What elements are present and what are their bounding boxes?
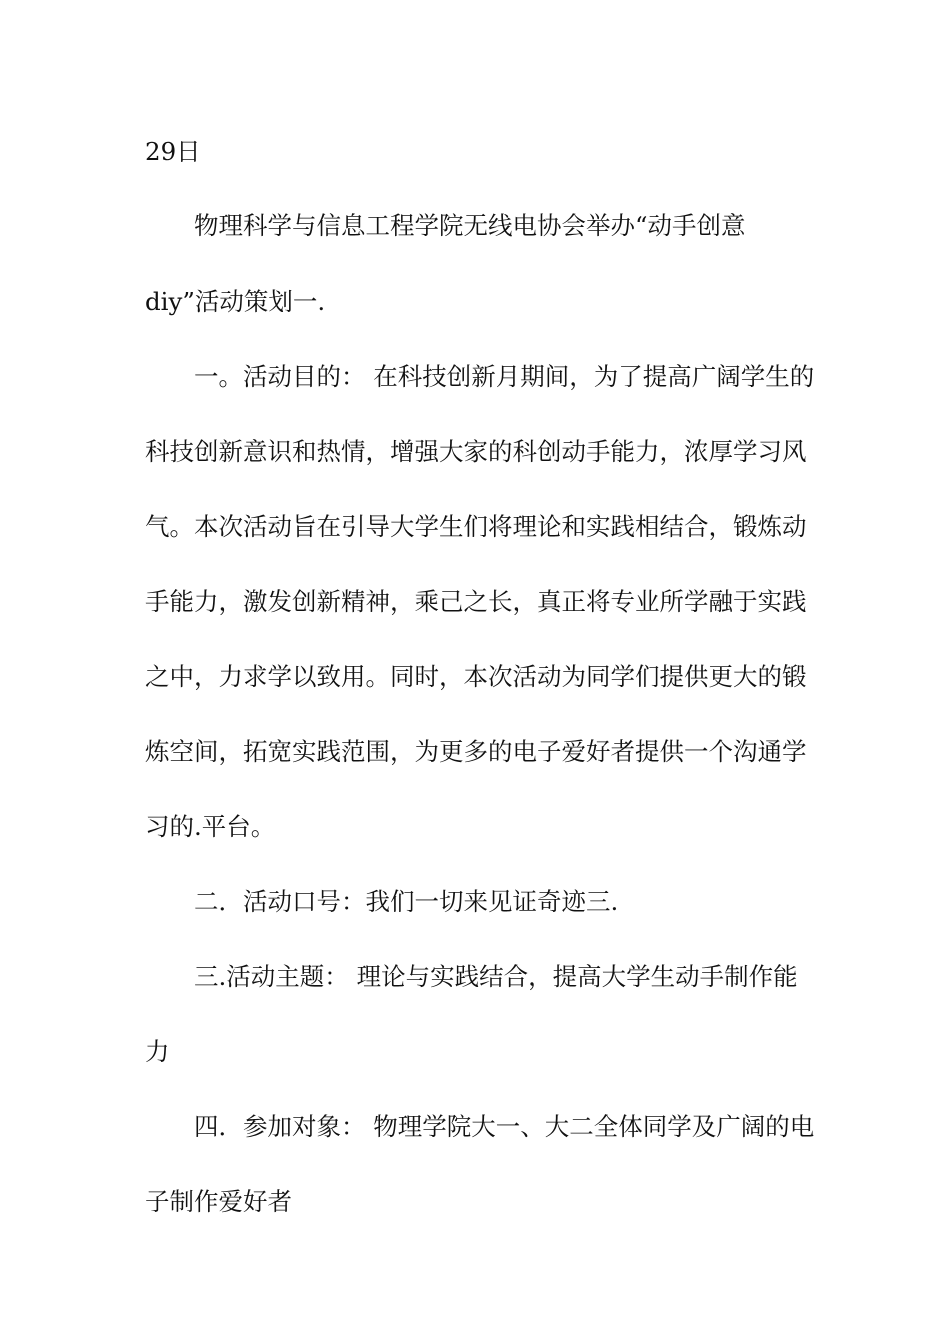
purpose-line-1: 一。活动目的： 在科技创新月期间，为了提高广阔学生的 — [194, 362, 815, 391]
purpose-line-6: 炼空间，拓宽实践范围，为更多的电子爱好者提供一个沟通学 — [145, 737, 807, 766]
theme-line-1: 三.活动主题： 理论与实践结合，提高大学生动手制作能 — [194, 962, 798, 991]
title-line-2: diy”活动策划一. — [145, 287, 326, 316]
purpose-line-4: 手能力，激发创新精神，乘己之长，真正将专业所学融于实践 — [145, 587, 807, 616]
participants-line-1: 四．参加对象： 物理学院大一、大二全体同学及广阔的电 — [194, 1112, 815, 1141]
slogan-line: 二．活动口号：我们一切来见证奇迹三. — [194, 887, 619, 916]
title-line-1: 物理科学与信息工程学院无线电协会举办“动手创意 — [194, 211, 746, 240]
theme-line-2: 力 — [145, 1037, 170, 1066]
purpose-line-3: 气。本次活动旨在引导大学生们将理论和实践相结合，锻炼动 — [145, 512, 807, 541]
purpose-line-7: 习的.平台。 — [145, 812, 276, 841]
participants-line-2: 子制作爱好者 — [145, 1187, 292, 1216]
date-fragment: 29日 — [145, 137, 201, 166]
purpose-line-2: 科技创新意识和热情，增强大家的科创动手能力，浓厚学习风 — [145, 437, 807, 466]
purpose-line-5: 之中，力求学以致用。同时，本次活动为同学们提供更大的锻 — [145, 662, 807, 691]
